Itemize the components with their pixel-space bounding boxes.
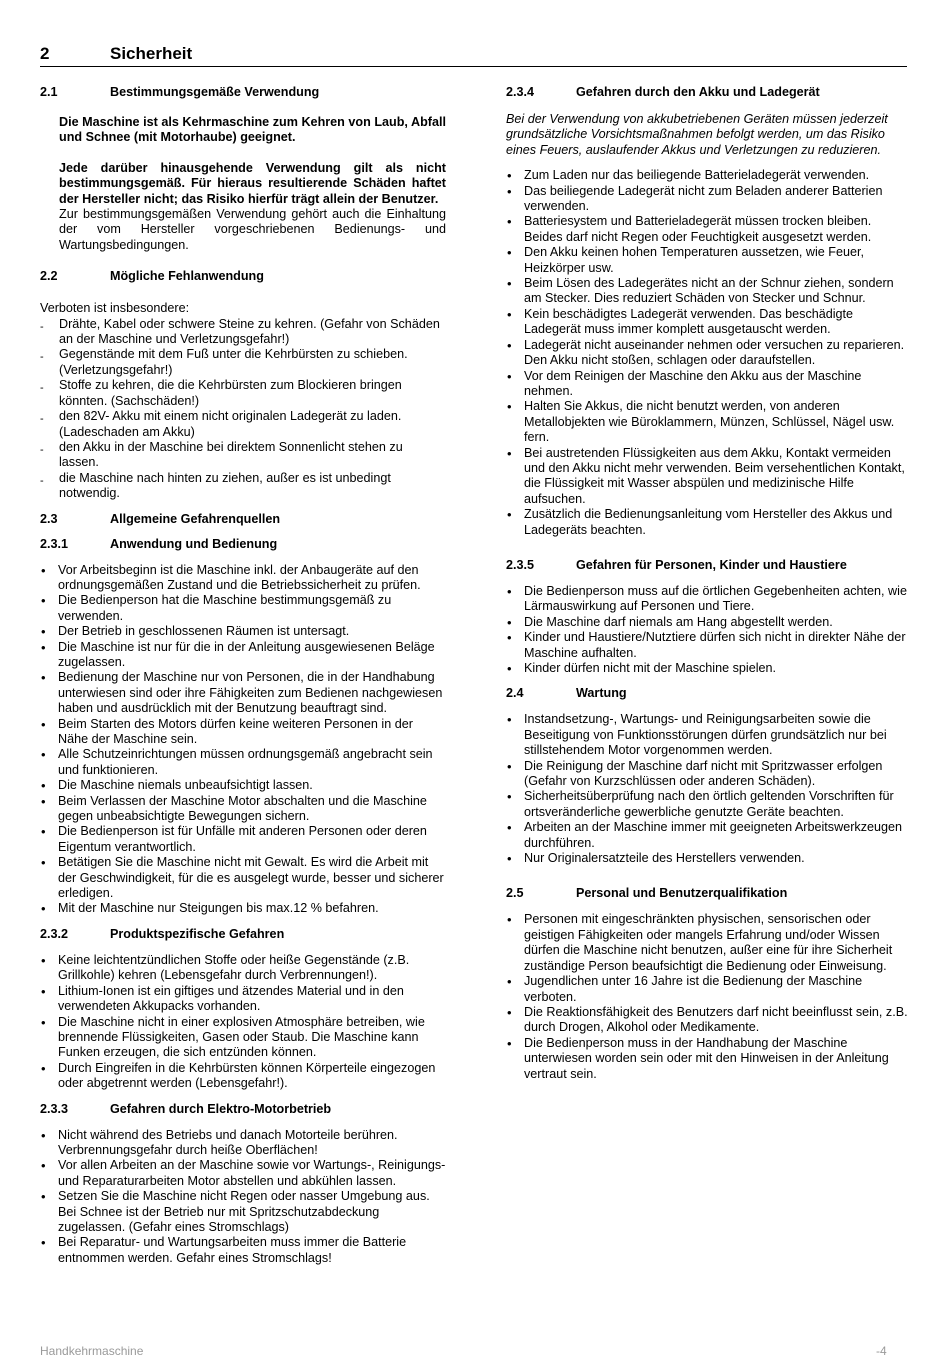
list-item: • Zusätzlich die Bedienungsanleitung vom Hersteller des Akkus und Ladegeräts beachten.: [506, 507, 909, 538]
list-item: • Batteriesystem und Batterieladegerät müssen trocken bleiben. Beides darf nicht Regen oder Feuchtigkeit ausgesetzt werden.: [506, 214, 909, 245]
section-title: Bestimmungsgemäße Verwendung: [110, 85, 320, 99]
product-hazards-list: [40, 953, 446, 1092]
list-item: • Durch Eingreifen in die Kehrbürsten können Körperteile eingezogen oder abgetrennt werden (Lebensgefahr!).: [40, 1061, 446, 1092]
list-item: • Personen mit eingeschränkten physischen, sensorischen oder geistigen Fähigkeiten oder mangels Erfahrung und/oder Wissen dürfen die Maschine nicht benutzen, außer eine für ihre Sicherheit zuständige Person beaufsichtigt die Bedienung oder Einweisung.: [506, 912, 909, 974]
list-item: - Gegenstände mit dem Fuß unter die Kehrbürsten zu schieben. (Verletzungsgefahr!): [40, 347, 446, 378]
list-item: • Die Maschine darf niemals am Hang abgestellt werden.: [506, 615, 909, 630]
list-item: • Beim Starten des Motors dürfen keine weiteren Personen in der Nähe der Maschine sein.: [40, 717, 446, 748]
list-item: • Die Reaktionsfähigkeit des Benutzers darf nicht beeinflusst sein, z.B. durch Drogen, Alkohol oder Medikamente.: [506, 1005, 909, 1036]
list-item: • Ladegerät nicht auseinander nehmen oder versuchen zu reparieren. Den Akku nicht stoßen, schlagen oder daraufstellen.: [506, 338, 909, 369]
maintenance-list: [506, 712, 909, 866]
list-item: • Vor dem Reinigen der Maschine den Akku aus der Maschine nehmen.: [506, 369, 909, 400]
list-item: • Bei Reparatur- und Wartungsarbeiten muss immer die Batterie entnommen werden. Gefahr eines Stromschlags!: [40, 1235, 446, 1266]
section-title: Gefahren für Personen, Kinder und Haustiere: [576, 557, 847, 572]
chapter-title: Sicherheit: [110, 44, 193, 63]
personnel-qualification-list: [506, 912, 909, 1081]
section-title: Personal und Benutzerqualifikation: [576, 886, 788, 901]
left-column: [40, 85, 446, 1266]
section-2-2-heading: [40, 269, 446, 285]
right-column: [506, 85, 909, 1082]
chapter-header: [40, 44, 907, 67]
section-title: Mögliche Fehlanwendung: [110, 269, 264, 284]
list-item: • Keine leichtentzündlichen Stoffe oder heiße Gegenstände (z.B. Grillkohle) kehren (Lebensgefahr durch Verbrennungen!).: [40, 953, 446, 984]
list-item: • Setzen Sie die Maschine nicht Regen oder nasser Umgebung aus. Bei Schnee ist der Betrieb nur mit Spritzschutzabdeckung zugelassen. (Gefahr eines Stromschlags): [40, 1189, 446, 1235]
section-2-3-heading: [40, 512, 446, 528]
intended-use-statement: Die Maschine ist als Kehrmaschine zum Kehren von Laub, Abfall und Schnee (mit Motorhaube) geeignet.: [59, 115, 446, 145]
section-number: 2.3.3: [40, 1101, 69, 1116]
list-item: • Kein beschädigtes Ladegerät verwenden. Das beschädigte Ladegerät muss immer komplett ausgetauscht werden.: [506, 307, 909, 338]
section-2-3-2-heading: [40, 927, 446, 943]
persons-children-pets-list: [506, 584, 909, 676]
list-item: • Nur Originalersatzteile des Herstellers verwenden.: [506, 851, 909, 866]
chapter-number: 2: [40, 44, 50, 63]
section-2-4-heading: [506, 686, 909, 702]
list-item: • Sicherheitsüberprüfung nach den örtlich geltenden Vorschriften für ortsveränderliche gewerbliche genutzte Geräte beachten.: [506, 789, 909, 820]
section-title: Anwendung und Bedienung: [110, 536, 278, 551]
footer-document-name: Handkehrmaschine: [40, 1344, 144, 1358]
section-number: 2.3.2: [40, 926, 69, 941]
section-number: 2.3.4: [506, 85, 535, 99]
section-number: 2.3.5: [506, 557, 535, 572]
section-number: 2.5: [506, 886, 524, 901]
list-item: • Vor allen Arbeiten an der Maschine sowie vor Wartungs-, Reinigungs- und Reparaturarbeiten Motor abstellen und abkühlen lassen.: [40, 1158, 446, 1189]
list-item: • Alle Schutzeinrichtungen müssen ordnungsgemäß angebracht sein und funktionieren.: [40, 747, 446, 778]
list-item: • Beim Verlassen der Maschine Motor abschalten und die Maschine gegen unbeabsichtigte Bewegungen sichern.: [40, 794, 446, 825]
section-2-1-heading: [40, 85, 446, 101]
list-item: • Bei austretenden Flüssigkeiten aus dem Akku, Kontakt vermeiden und den Akku nicht mehr verwenden. Beim versehentlichen Kontakt, die Flüssigkeit mit Wasser abspülen und medizinische Hilfe aufsuchen.: [506, 446, 909, 508]
section-2-3-1-heading: [40, 537, 446, 553]
section-title: Wartung: [576, 686, 627, 701]
list-item: • Vor Arbeitsbeginn ist die Maschine inkl. der Anbaugeräte auf den ordnungsgemäßen Zustand und die Betriebssicherheit zu prüfen.: [40, 563, 446, 594]
list-item: • Mit der Maschine nur Steigungen bis max.12 % befahren.: [40, 901, 446, 916]
misuse-intro: Verboten ist insbesondere:: [40, 301, 190, 316]
list-item: • Kinder dürfen nicht mit der Maschine spielen.: [506, 661, 909, 676]
list-item: - Drähte, Kabel oder schwere Steine zu kehren. (Gefahr von Schäden an der Maschine und Verletzungsgefahr!): [40, 317, 446, 348]
section-number: 2.3: [40, 511, 58, 526]
battery-intro: Bei der Verwendung von akkubetriebenen Geräten müssen jederzeit grundsätzliche Vorsichtsmaßnahmen befolgt werden, um das Risiko eines Feuers, auslaufender Akkus und Verletzungen zu reduzieren.: [506, 112, 888, 157]
footer-page-number: -4: [876, 1344, 887, 1358]
list-item: • Kinder und Haustiere/Nutztiere dürfen sich nicht in direkter Nähe der Maschine aufhalten.: [506, 630, 909, 661]
list-item: • Lithium-Ionen ist ein giftiges und ätzendes Material und in den verwendeten Akkupacks vorhanden.: [40, 984, 446, 1015]
section-title: Allgemeine Gefahrenquellen: [110, 511, 281, 526]
section-2-3-3-heading: [40, 1102, 446, 1118]
list-item: • Die Bedienperson ist für Unfälle mit anderen Personen oder deren Eigentum verantwortlich.: [40, 824, 446, 855]
section-title: Gefahren durch Elektro-Motorbetrieb: [110, 1101, 332, 1116]
section-number: 2.4: [506, 686, 524, 701]
list-item: - Stoffe zu kehren, die die Kehrbürsten zum Blockieren bringen könnten. (Sachschäden!): [40, 378, 446, 409]
list-item: • Die Maschine nicht in einer explosiven Atmosphäre betreiben, wie brennende Flüssigkeiten, Gasen oder Staub. Die Maschine kann Funken erzeugen, die sich entzünden können.: [40, 1015, 446, 1061]
section-number: 2.3.1: [40, 536, 69, 551]
list-item: • Die Reinigung der Maschine darf nicht mit Spritzwasser erfolgen (Gefahr von Kurzschlüssen oder anderen Schäden).: [506, 759, 909, 790]
list-item: • Bedienung der Maschine nur von Personen, die in der Handhabung unterwiesen sind oder ihre Fähigkeiten zum Bedienen nachgewiesen haben und ausdrücklich mit der Benutzung beauftragt sind.: [40, 670, 446, 716]
liability-statement: Jede darüber hinausgehende Verwendung gilt als nicht bestimmungsgemäß. Für hieraus resultierende Schäden haftet der Hersteller nicht; das Risiko hierfür trägt allein der Benutzer.: [59, 160, 446, 206]
list-item: • Betätigen Sie die Maschine nicht mit Gewalt. Es wird die Arbeit mit der Geschwindigkeit, für die es ausgelegt wurde, besser und sicherer erledigen.: [40, 855, 446, 901]
list-item: • Nicht während des Betriebs und danach Motorteile berühren. Verbrennungsgefahr durch heiße Oberflächen!: [40, 1128, 446, 1159]
list-item: • Das beiliegende Ladegerät nicht zum Beladen anderer Batterien verwenden.: [506, 184, 909, 215]
list-item: • Die Bedienperson hat die Maschine bestimmungsgemäß zu verwenden.: [40, 593, 446, 624]
list-item: • Arbeiten an der Maschine immer mit geeigneten Arbeitswerkzeugen durchführen.: [506, 820, 909, 851]
section-2-3-4-heading: [506, 85, 909, 101]
section-number: 2.2: [40, 269, 58, 284]
list-item: • Beim Lösen des Ladegerätes nicht an der Schnur ziehen, sondern am Stecker. Dies reduziert Schäden von Stecker und Schnur.: [506, 276, 909, 307]
list-item: - die Maschine nach hinten zu ziehen, außer es ist unbedingt notwendig.: [40, 471, 446, 502]
list-item: • Jugendlichen unter 16 Jahre ist die Bedienung der Maschine verboten.: [506, 974, 909, 1005]
section-number: 2.1: [40, 85, 58, 99]
list-item: - den 82V- Akku mit einem nicht originalen Ladegerät zu laden. (Ladeschaden am Akku): [40, 409, 446, 440]
list-item: • Die Maschine ist nur für die in der Anleitung ausgewiesenen Beläge zugelassen.: [40, 640, 446, 671]
misuse-list: [40, 317, 446, 502]
battery-hazards-list: [506, 168, 909, 538]
list-item: • Halten Sie Akkus, die nicht benutzt werden, von anderen Metallobjekten wie Büroklammern, Münzen, Schlüssel, Nägel usw. fern.: [506, 399, 909, 445]
intended-use-conditions: Zur bestimmungsgemäßen Verwendung gehört auch die Einhaltung der vom Hersteller vorgeschriebenen Bedienungs- und Wartungsbedingungen.: [59, 207, 446, 252]
section-2-3-5-heading: [506, 558, 909, 574]
section-title: Gefahren durch den Akku und Ladegerät: [576, 85, 820, 99]
list-item: • Der Betrieb in geschlossenen Räumen ist untersagt.: [40, 624, 446, 639]
list-item: • Zum Laden nur das beiliegende Batterieladegerät verwenden.: [506, 168, 909, 183]
operation-list: [40, 563, 446, 917]
section-2-5-heading: [506, 886, 909, 902]
list-item: • Die Bedienperson muss auf die örtlichen Gegebenheiten achten, wie Lärmauswirkung auf Personen und Tiere.: [506, 584, 909, 615]
list-item: • Instandsetzung-, Wartungs- und Reinigungsarbeiten sowie die Beseitigung von Funktionsstörungen dürfen grundsätzlich nur bei stillstehendem Motor vorgenommen werden.: [506, 712, 909, 758]
list-item: • Die Maschine niemals unbeaufsichtigt lassen.: [40, 778, 446, 793]
list-item: - den Akku in der Maschine bei direktem Sonnenlicht stehen zu lassen.: [40, 440, 446, 471]
list-item: • Die Bedienperson muss in der Handhabung der Maschine unterwiesen worden sein oder mit den Hinweisen in der Anleitung vertraut sein.: [506, 1036, 909, 1082]
section-title: Produktspezifische Gefahren: [110, 926, 285, 941]
list-item: • Den Akku keinen hohen Temperaturen aussetzen, wie Feuer, Heizkörper usw.: [506, 245, 909, 276]
electric-motor-hazards-list: [40, 1128, 446, 1267]
